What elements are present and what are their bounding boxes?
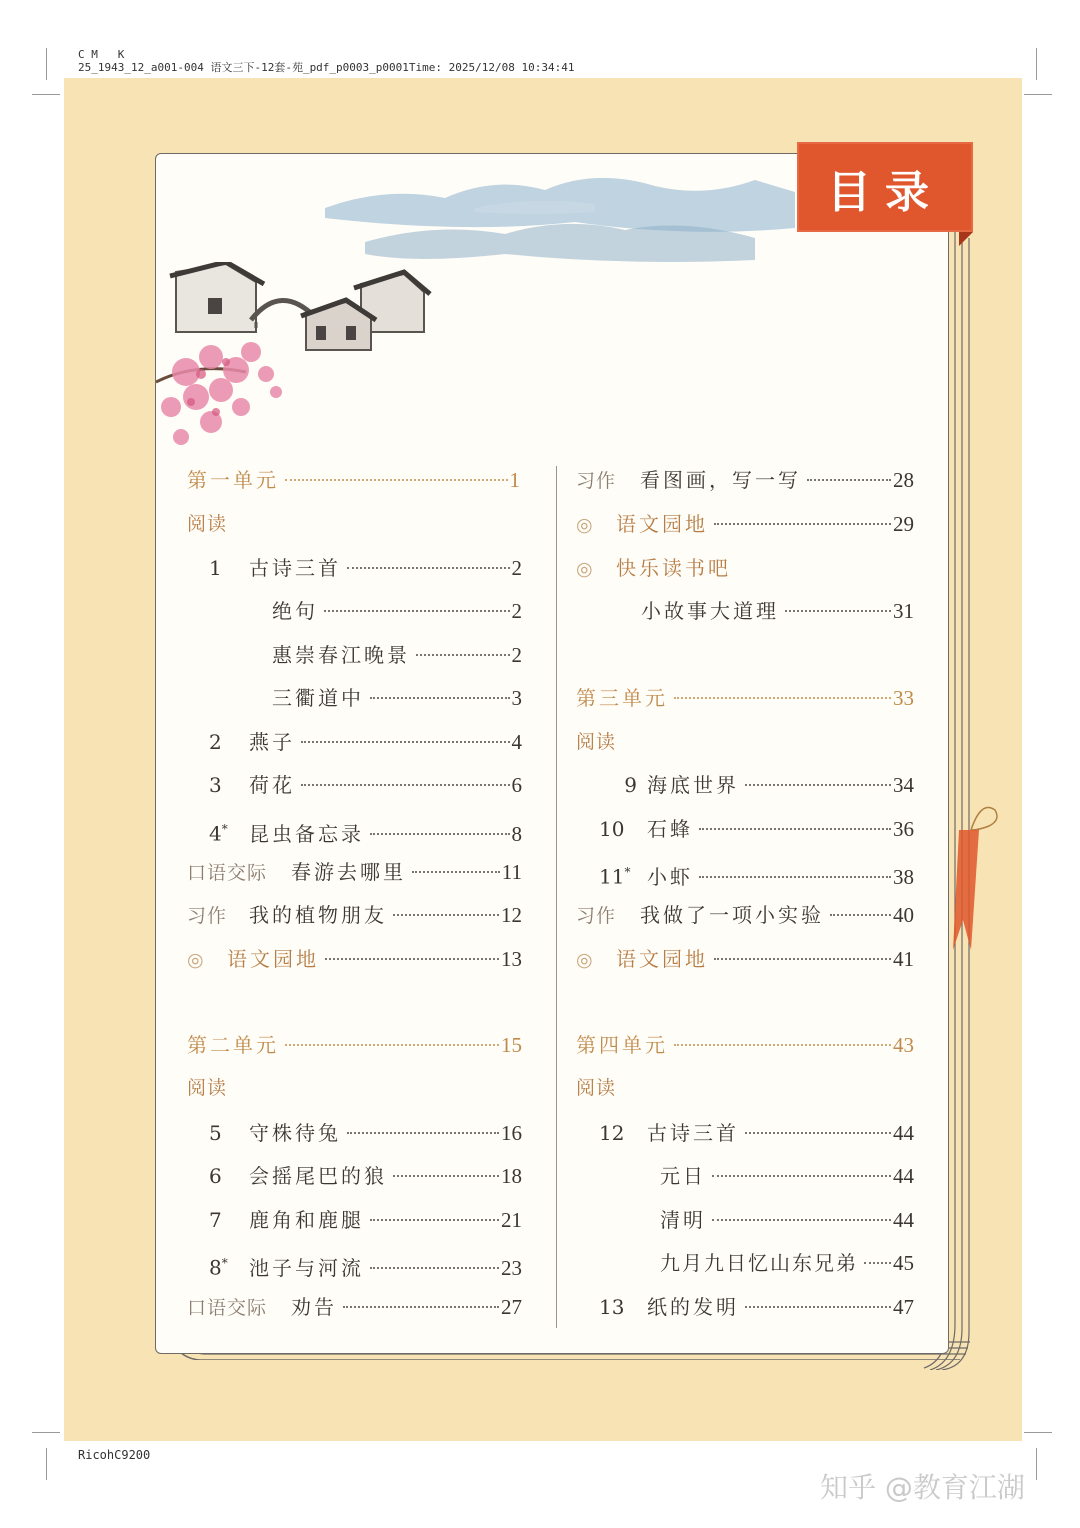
leader-dots (370, 833, 510, 835)
mountain-illustration (325, 168, 795, 268)
page-number: 2 (511, 599, 522, 623)
print-footer: RicohC9200 (78, 1448, 151, 1462)
toc-lesson-6[interactable] (209, 1162, 522, 1190)
bookmark-tag (945, 800, 1005, 960)
page-number: 41 (893, 947, 914, 971)
leader-dots (830, 914, 891, 916)
page-number: 8 (511, 821, 522, 846)
title-banner (797, 142, 973, 232)
page-number: 3 (511, 686, 522, 710)
entry-title: 劝告 (291, 1295, 337, 1319)
toc-garden-1[interactable] (187, 945, 522, 973)
toc-unit-1[interactable] (187, 466, 520, 494)
toc-writing-2[interactable] (576, 466, 914, 494)
page-number: 13 (501, 947, 522, 971)
leader-dots (807, 479, 891, 481)
toc-lesson-12[interactable] (599, 1119, 914, 1147)
lesson-number: 5 (209, 1121, 222, 1145)
toc-poem[interactable] (660, 1206, 914, 1234)
page-number: 15 (501, 1033, 522, 1057)
print-header-line: 25_1943_12_a001-004 语文三下-12套-苑_pdf_p0003_p0001Time: 2025/12/08 10:34:41 (78, 61, 575, 74)
toc-unit-4[interactable] (576, 1031, 914, 1059)
toc-garden-3[interactable] (576, 945, 914, 973)
circle-icon: ◎ (576, 558, 594, 580)
leader-dots (393, 1175, 499, 1177)
optional-mark: * (221, 822, 228, 836)
leader-dots (674, 697, 891, 699)
page-number: 1 (509, 468, 520, 492)
leader-dots (370, 697, 510, 699)
lesson-title: 海底世界 (647, 773, 739, 797)
leader-dots (370, 1219, 499, 1221)
toc-writing-1[interactable] (187, 901, 522, 929)
leader-dots (699, 876, 891, 878)
entry-title: 我做了一项小实验 (640, 903, 824, 927)
town-blossom-illustration (156, 262, 446, 462)
leader-dots (370, 1267, 499, 1269)
section-reading (576, 1074, 616, 1102)
watermark: 知乎 @教育江湖 (820, 1471, 1025, 1504)
toc-lesson-11[interactable] (599, 858, 914, 889)
section-tag: 习作 (576, 905, 617, 927)
entry-title: 我的植物朋友 (249, 903, 387, 927)
page-number: 34 (893, 773, 914, 797)
unit-title: 第四单元 (576, 1033, 668, 1057)
section-reading (187, 510, 227, 538)
lesson-number: 10 (599, 817, 625, 841)
unit-title: 第三单元 (576, 686, 668, 710)
lesson-title: 昆虫备忘录 (249, 821, 364, 846)
leader-dots (712, 1175, 891, 1177)
leader-dots (301, 741, 510, 743)
leader-dots (714, 523, 891, 525)
leader-dots (301, 784, 510, 786)
toc-oral-2[interactable] (187, 1293, 522, 1321)
leader-dots (745, 1306, 891, 1308)
section-tag: 口语交际 (187, 862, 268, 884)
toc-garden-2[interactable] (576, 510, 914, 538)
lesson-title: 小虾 (647, 864, 693, 889)
leader-dots (745, 1132, 891, 1134)
section-reading (576, 728, 616, 756)
poem-title: 元日 (660, 1164, 706, 1188)
page-number: 2 (511, 556, 522, 580)
page-number: 47 (893, 1295, 914, 1319)
crop-mark (1024, 94, 1052, 95)
leader-dots (416, 654, 510, 656)
page-number: 2 (511, 643, 522, 667)
toc-writing-3[interactable] (576, 901, 914, 929)
lesson-number: 1 (209, 556, 222, 580)
page-number: 44 (893, 1208, 914, 1232)
crop-mark (32, 1432, 60, 1433)
lesson-title: 石蜂 (647, 817, 693, 841)
lesson-number: 13 (599, 1295, 625, 1319)
page-number: 44 (893, 1121, 914, 1145)
page-number: 16 (501, 1121, 522, 1145)
leader-dots (324, 610, 510, 612)
toc-poem[interactable] (660, 1249, 914, 1277)
entry-title: 看图画，写一写 (640, 468, 801, 492)
toc-poem[interactable] (272, 684, 522, 712)
section-tag: 习作 (187, 905, 228, 927)
optional-mark: * (624, 865, 631, 879)
toc-lesson-8[interactable] (209, 1249, 522, 1280)
page-number: 29 (893, 512, 914, 536)
poem-title: 九月九日忆山东兄弟 (660, 1251, 858, 1275)
page-number: 27 (501, 1295, 522, 1319)
page-number: 28 (893, 468, 914, 492)
section-tag: 口语交际 (187, 1297, 268, 1319)
toc-unit-2[interactable] (187, 1031, 522, 1059)
section-label: 阅读 (187, 513, 228, 535)
page-number: 40 (893, 903, 914, 927)
toc-lesson-9[interactable] (599, 771, 914, 799)
toc-lesson-7[interactable] (209, 1206, 522, 1234)
unit-title: 第一单元 (187, 468, 279, 492)
leader-dots (347, 567, 510, 569)
page-number: 6 (511, 773, 522, 797)
section-label: 阅读 (576, 1077, 617, 1099)
crop-mark (46, 1448, 47, 1480)
toc-lesson-13[interactable] (599, 1293, 914, 1321)
page-number: 31 (893, 599, 914, 623)
page-number: 36 (893, 817, 914, 841)
toc-happy-reading[interactable] (576, 554, 731, 582)
lesson-number: 7 (209, 1208, 222, 1232)
lesson-number: 11 (599, 864, 625, 889)
page-number: 44 (893, 1164, 914, 1188)
section-label: 阅读 (576, 731, 617, 753)
page-number: 38 (893, 864, 914, 889)
section-reading (187, 1074, 227, 1102)
leader-dots (343, 1306, 499, 1308)
section-tag: 习作 (576, 470, 617, 492)
lesson-number: 12 (599, 1121, 625, 1145)
toc-lesson-2[interactable] (209, 728, 522, 756)
lesson-title: 荷花 (249, 773, 295, 797)
crop-mark (46, 48, 47, 80)
leader-dots (412, 871, 500, 873)
lesson-number: 8 (209, 1255, 222, 1280)
crop-mark (1024, 1432, 1052, 1433)
toc-poem[interactable] (660, 1162, 914, 1190)
lesson-title: 古诗三首 (249, 556, 341, 580)
toc-poem[interactable] (272, 641, 522, 669)
lesson-number: 6 (209, 1164, 222, 1188)
toc-story[interactable] (641, 597, 914, 625)
entry-title: 语文园地 (227, 947, 319, 971)
entry-title: 语文园地 (616, 947, 708, 971)
poem-title: 三衢道中 (272, 686, 364, 710)
circle-icon: ◎ (576, 514, 594, 536)
page-number: 12 (501, 903, 522, 927)
section-label: 阅读 (187, 1077, 228, 1099)
entry-title: 语文园地 (616, 512, 708, 536)
column-divider (556, 466, 557, 1328)
leader-dots (674, 1044, 891, 1046)
leader-dots (714, 958, 891, 960)
page-title: 目录 (827, 167, 943, 218)
crop-mark (32, 94, 60, 95)
page-number: 18 (501, 1164, 522, 1188)
lesson-title: 池子与河流 (249, 1255, 364, 1280)
page-number: 45 (893, 1251, 914, 1275)
leader-dots (393, 914, 499, 916)
toc-poem[interactable] (272, 597, 522, 625)
lesson-number: 4 (209, 821, 222, 846)
toc-lesson-4[interactable] (209, 815, 522, 846)
toc-lesson-1[interactable] (209, 554, 522, 582)
entry-title: 春游去哪里 (291, 860, 406, 884)
toc-lesson-3[interactable] (209, 771, 522, 799)
poem-title: 惠崇春江晚景 (272, 643, 410, 667)
leader-dots (347, 1132, 499, 1134)
entry-title: 小故事大道理 (641, 599, 779, 623)
lesson-number: 9 (624, 773, 637, 797)
toc-lesson-5[interactable] (209, 1119, 522, 1147)
lesson-title: 纸的发明 (647, 1295, 739, 1319)
lesson-title: 燕子 (249, 730, 295, 754)
leader-dots (285, 1044, 499, 1046)
print-header-line: C M K (78, 48, 125, 61)
leader-dots (785, 610, 891, 612)
crop-mark (1036, 1448, 1037, 1480)
unit-title: 第二单元 (187, 1033, 279, 1057)
lesson-number: 3 (209, 773, 222, 797)
leader-dots (325, 958, 499, 960)
page-number: 43 (893, 1033, 914, 1057)
print-header (78, 48, 574, 74)
lesson-title: 古诗三首 (647, 1121, 739, 1145)
entry-title: 快乐读书吧 (616, 556, 731, 580)
crop-mark (1036, 48, 1037, 80)
poem-title: 清明 (660, 1208, 706, 1232)
page-number: 21 (501, 1208, 522, 1232)
page-number: 33 (893, 686, 914, 710)
leader-dots (745, 784, 891, 786)
lesson-number: 2 (209, 730, 222, 754)
optional-mark: * (221, 1256, 228, 1270)
toc-unit-3[interactable] (576, 684, 914, 712)
poem-title: 绝句 (272, 599, 318, 623)
lesson-title: 鹿角和鹿腿 (249, 1208, 364, 1232)
circle-icon: ◎ (187, 949, 205, 971)
lesson-title: 守株待兔 (249, 1121, 341, 1145)
circle-icon: ◎ (576, 949, 594, 971)
page-number: 4 (511, 730, 522, 754)
leader-dots (285, 479, 508, 481)
page-number: 11 (501, 860, 522, 884)
lesson-title: 会摇尾巴的狼 (249, 1164, 387, 1188)
leader-dots (712, 1219, 891, 1221)
toc-oral-1[interactable] (187, 858, 522, 886)
toc-lesson-10[interactable] (599, 815, 914, 843)
page-number: 23 (501, 1255, 522, 1280)
leader-dots (699, 828, 891, 830)
leader-dots (864, 1262, 891, 1264)
